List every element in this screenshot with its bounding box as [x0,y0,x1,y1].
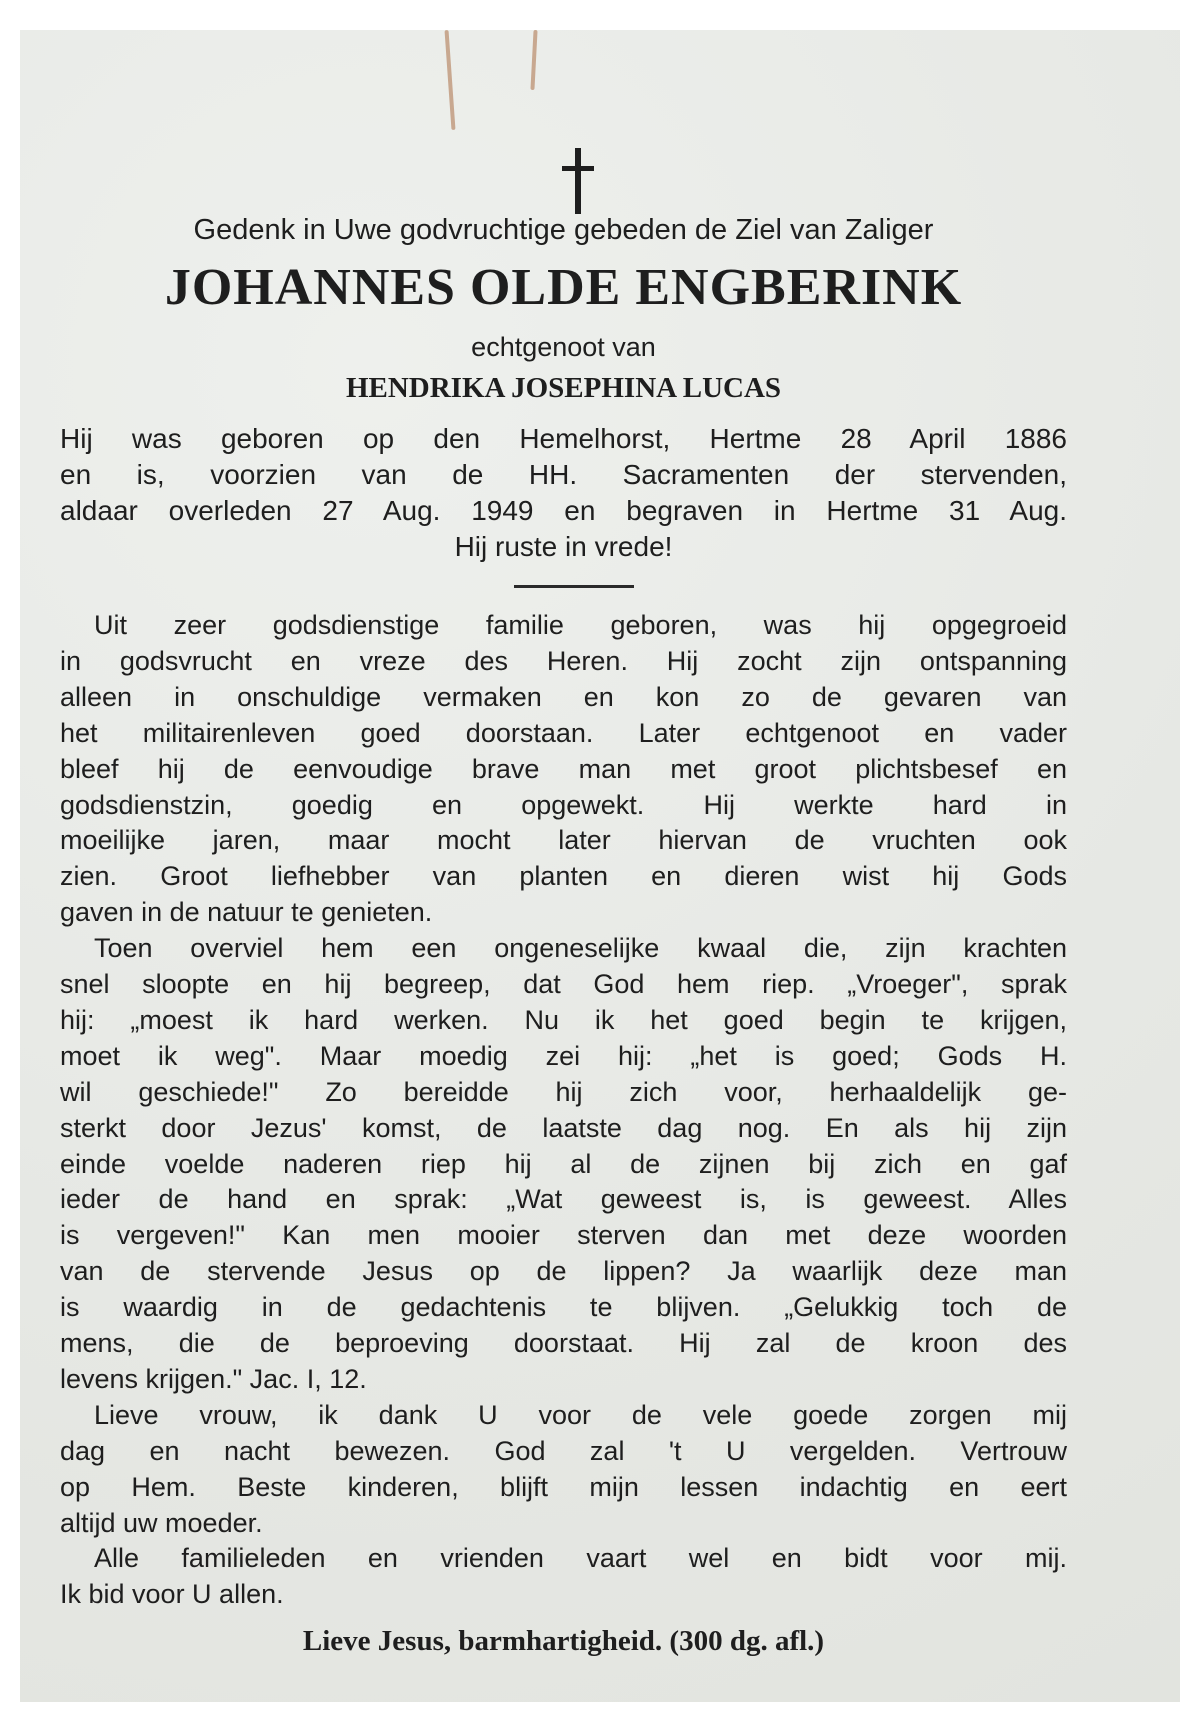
body-line: sterkt door Jezus' komst, de laatste dag nog. En als hij zijn [60,1112,1067,1143]
body-line: van de stervende Jesus op de lippen? Ja waarlijk deze man [60,1256,1067,1287]
body-line: levens krijgen." Jac. I, 12. [60,1363,367,1394]
footer-prayer: Lieve Jesus, barmhartigheid. (300 dg. afl.) [302,1625,825,1657]
body-line: op Hem. Beste kinderen, blijft mijn lessen indachtig en eert [60,1471,1067,1502]
body-line: Alle familieleden en vrienden vaart wel en bidt voor mij. [94,1543,1067,1574]
body-line: dag en nacht bewezen. God zal 't U vergelden. Vertrouw [60,1435,1067,1466]
body-line: Uit zeer godsdienstige familie geboren, was hij opgegroeid [94,610,1067,640]
body-line: moeilijke jaren, maar mocht later hiervan de vruchten ook [60,825,1067,856]
body-line: einde voelde naderen riep hij al de zijnen bij zich en gaf [60,1148,1067,1179]
body-line: Ik bid voor U allen. [60,1579,284,1610]
body-line: is vergeven!" Kan men mooier sterven dan met deze woorden [60,1220,1067,1251]
body-line: bleef hij de eenvoudige brave man met groot plichtsbesef en [60,753,1067,784]
spouse-label: echtgenoot van [471,332,656,362]
body-line: in godsvrucht en vreze des Heren. Hij zocht zijn ontspanning [60,645,1067,676]
body-line: hij: „moest ik hard werken. Nu ik het goed begin te krijgen, [60,1004,1067,1035]
detail-line: Hij was geboren op den Hemelhorst, Hertme 28 April 1886 [60,423,1067,454]
body-line: Toen overviel hem een ongeneselijke kwaal die, zijn krachten [94,933,1067,964]
divider [514,585,634,588]
body-line: het militairenleven goed doorstaan. Later echtgenoot en vader [60,717,1067,748]
body-line: snel sloopte en hij begreep, dat God hem riep. „Vroeger", sprak [60,969,1067,999]
detail-line: en is, voorzien van de HH. Sacramenten der stervenden, [60,459,1067,490]
cross-icon [558,148,598,218]
memorial-card [20,30,1180,1702]
body-line: godsdienstzin, goedig en opgewekt. Hij werkte hard in [60,789,1067,820]
body-line: ieder de hand en sprak: „Wat geweest is, is geweest. Alles [60,1184,1067,1215]
rest-line: Hij ruste in vrede! [454,531,673,562]
body-line: is waardig in de gedachtenis te blijven. „Gelukkig toch de [60,1292,1067,1323]
body-line: Lieve vrouw, ik dank U voor de vele goede zorgen mij [94,1399,1067,1430]
stain-mark [445,30,456,130]
stain-mark [530,30,537,90]
deceased-name: JOHANNES OLDE ENGBERINK [164,259,963,316]
body-line: wil geschiede!" Zo bereidde hij zich voor, herhaaldelijk ge- [60,1076,1067,1107]
body-line: moet ik weg". Maar moedig zei hij: „het is goed; Gods H. [60,1040,1067,1071]
body-line: altijd uw moeder. [60,1507,263,1538]
body-line: gaven in de natuur te genieten. [60,897,433,928]
body-line: zien. Groot liefhebber van planten en dieren wist hij Gods [60,861,1067,892]
spouse-name: HENDRIKA JOSEPHINA LUCAS [345,372,782,404]
body-line: alleen in onschuldige vermaken en kon zo de gevaren van [60,681,1067,712]
body-line: mens, die de beproeving doorstaat. Hij zal de kroon des [60,1328,1067,1358]
detail-line: aldaar overleden 27 Aug. 1949 en begraven in Hertme 31 Aug. [60,495,1067,526]
header-line: Gedenk in Uwe godvruchtige gebeden de Ziel van Zaliger [193,214,934,246]
